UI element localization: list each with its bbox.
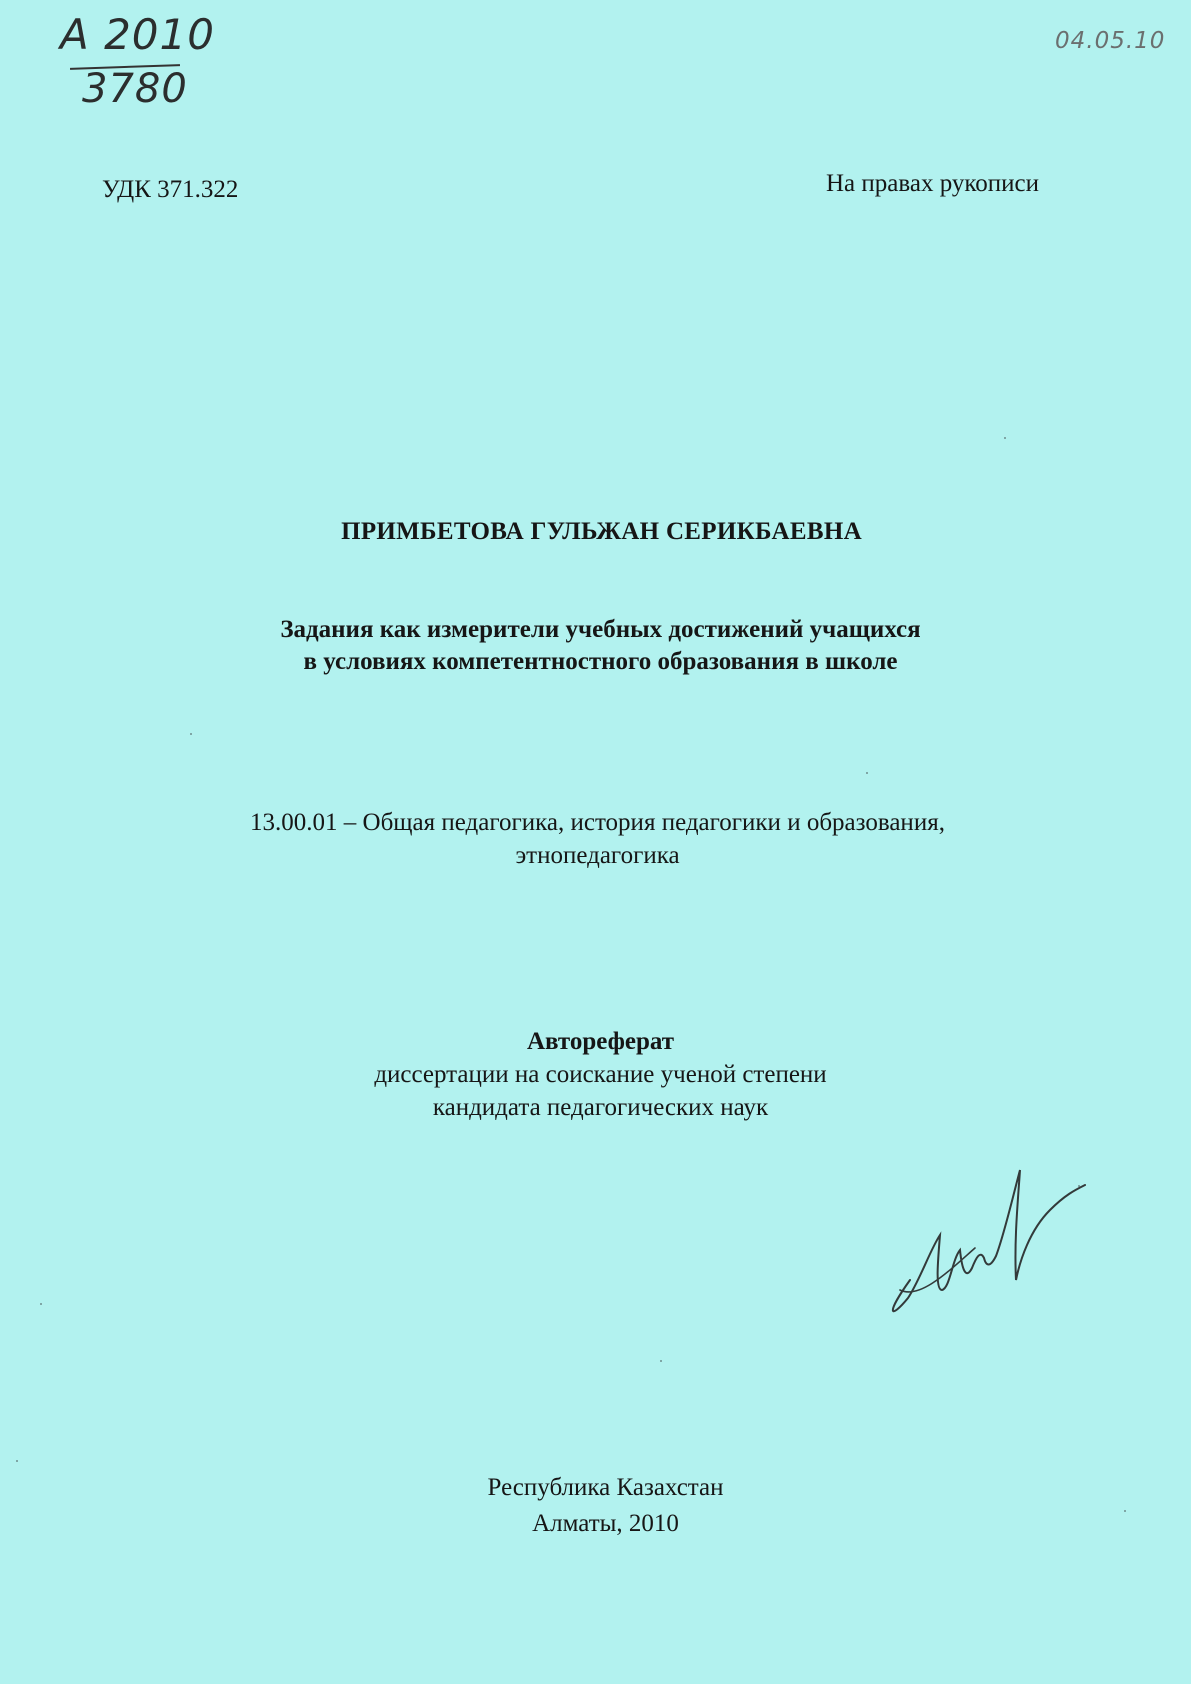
title-line: в условиях компетентностного образования в школе	[303, 648, 898, 675]
signature-icon	[880, 1140, 1090, 1320]
publication-place	[10, 1470, 1191, 1542]
abstract-description	[5, 1058, 1191, 1124]
scan-speck	[190, 733, 192, 735]
scan-speck	[1004, 437, 1006, 439]
abstract-line: кандидата педагогических наук	[432, 1094, 769, 1121]
abstract-line: диссертации на соискание ученой степени	[374, 1061, 827, 1088]
archive-code-line2: 3780	[82, 66, 188, 112]
specialty-line: этнопедагогика	[515, 842, 680, 869]
manuscript-rights: На правах рукописи	[826, 170, 1039, 197]
place-line: Алматы, 2010	[532, 1510, 679, 1537]
scan-speck	[866, 772, 868, 774]
title-line: Задания как измерители учебных достижений учащихся	[280, 616, 921, 643]
abstract-type: Автореферат	[526, 1028, 675, 1055]
scan-speck	[660, 1360, 662, 1362]
specialty-line: 13.00.01 – Общая педагогика, история педагогики и образования,	[250, 809, 945, 836]
author-name: ПРИМБЕТОВА ГУЛЬЖАН СЕРИКБАЕВНА	[341, 518, 862, 545]
place-line: Республика Казахстан	[487, 1474, 724, 1501]
handwritten-date: 04.05.10	[1055, 28, 1166, 54]
udk-code: УДК 371.322	[102, 176, 239, 203]
scan-speck	[16, 1460, 18, 1462]
scan-speck	[40, 1303, 42, 1305]
specialty	[2, 806, 1191, 872]
archive-code-line1: А 2010	[60, 10, 215, 59]
dissertation-title	[5, 614, 1191, 678]
